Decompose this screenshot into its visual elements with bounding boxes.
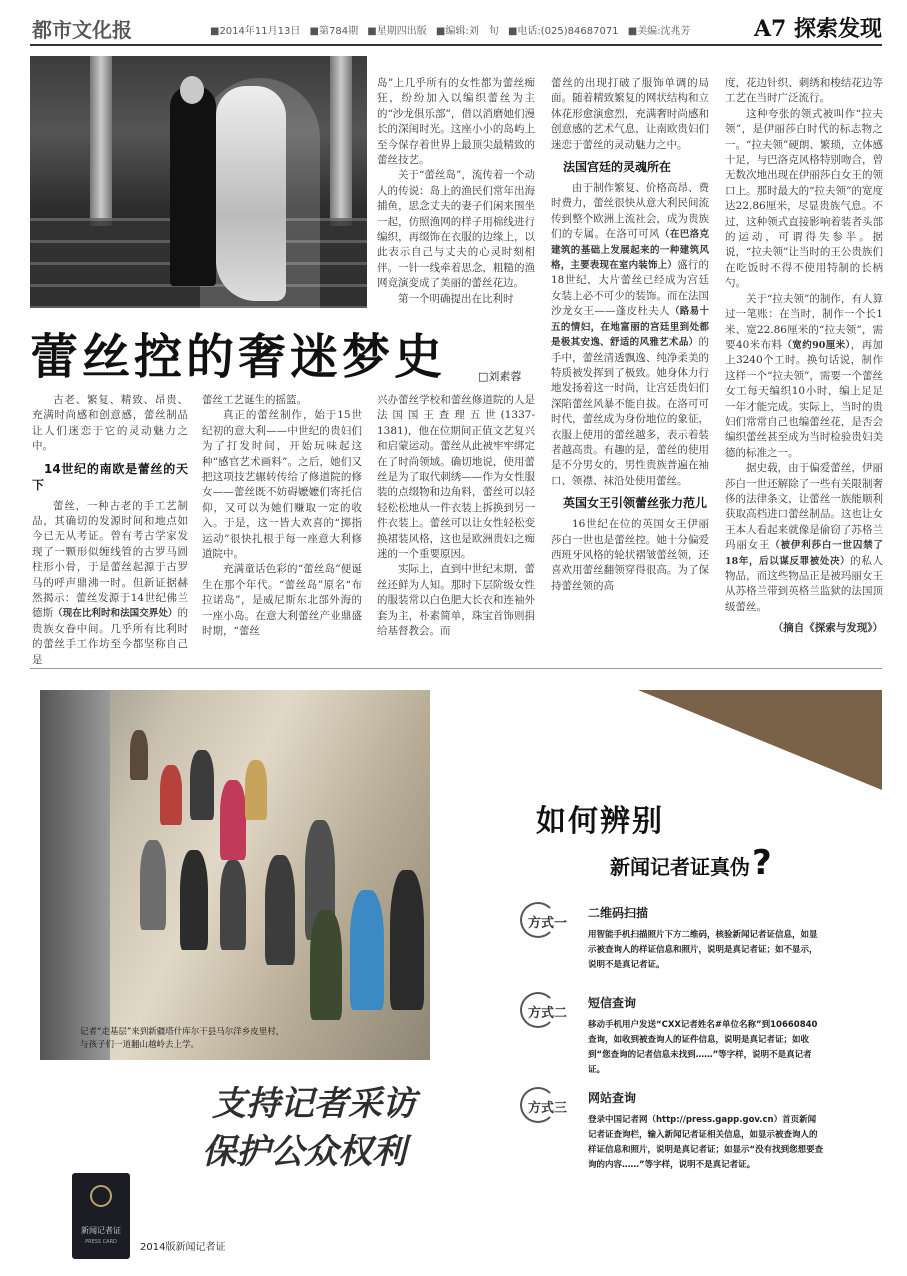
paragraph: 蕾丝工艺诞生的摇篮。 [202, 394, 307, 406]
paragraph: 度，花边针织、刺绣和梭结花边等工艺在当时广泛流行。 [725, 77, 883, 105]
method-title: 短信查询 [588, 996, 637, 1010]
slogan-line-1: 支持记者采访 [212, 1084, 416, 1124]
method-description: 用智能手机扫描照片下方二维码，核验新闻记者证信息，如显示被查询人的样证信息和照片，说明是真记者证；如不显示，说明不是真记者证。 [588, 930, 818, 970]
method-badge: 方式三 [520, 1085, 576, 1125]
issue-number: ■第784期 [309, 26, 359, 37]
article-column-4 [551, 76, 709, 594]
issue-date: ■2014年11月13日 [210, 26, 301, 37]
paragraph: 兴办蕾丝学校和蕾丝修道院的人是法国国王查理五世(1337-1381)，他在位期间正值文艺复兴和启蒙运动。蕾丝从此被牢牢绑定在了时尚领域。确切地说，使用蕾丝是为了取代刺绣——作为女性服装的点缀物和边角料，蕾丝可以轻轻松松地从一件衣装上拆换到另一件衣装上。蕾丝可以让女性轻松变换裙装风格，这也是欧洲贵妇之痴迷的一个重要原因。 [377, 394, 535, 561]
subheading: 法国宫廷的灵魂所在 [563, 160, 672, 175]
masthead [30, 8, 882, 46]
article-source: （摘自《探索与发现》） [772, 622, 883, 635]
paragraph: 蕾丝，一种古老的手工艺制品，其确切的发源时间和地点如今已无从考证。曾有考古学家发现了一颗形似缠线管的古罗马圆柱形小骨，于是蕾丝起源于古罗马的呼声鼎沸一时。但新证据赫然揭示：蕾丝发源于14世纪佛兰德斯（现在比利时和法国交界处）的贵族女眷中间。几乎所有比利时的蕾丝手工作坊至今都坚称自己是 [32, 499, 188, 666]
article-column-5 [725, 76, 883, 637]
slogan [202, 1080, 416, 1176]
article-column-2 [202, 393, 362, 640]
paragraph: 关于“拉夫领”的制作，有人算过一笔账：在当时，制作一个长1米、宽22.86厘米的“拉夫领”，需要40米布料（宽约90厘米），再加上3240个工时。换句话说，制作这样一个“拉夫领”，需要一个蕾丝女工每天编织10小时，编上足足一年才能完成。实际上，当时的贵妇们常常自己也编蕾丝花，是否会编织蕾丝甚至成为当时检验贵妇美德的标准之一。 [725, 292, 883, 459]
method-title: 二维码扫描 [588, 906, 649, 920]
method-title: 网站查询 [588, 1091, 637, 1105]
press-card-caption: 2014版新闻记者证 [140, 1242, 226, 1253]
mountain-school-photo [40, 690, 430, 1060]
photo-caption: 记者“走基层”来到新疆塔什库尔干县马尔洋乡皮里村，与孩子们一道翻山越岭去上学。 [80, 1027, 285, 1050]
method-badge: 方式二 [520, 990, 576, 1030]
decorative-wedge [638, 690, 882, 790]
issue-phone: ■电话:(025)84687071 [507, 26, 619, 37]
method-badge: 方式一 [520, 900, 576, 940]
card-title: 新闻记者证 [81, 1226, 121, 1235]
subheading: 英国女王引领蕾丝张力范儿 [563, 496, 708, 511]
royal-wedding-photo [30, 56, 367, 308]
method-description: 移动手机用户发送“CXX记者姓名#单位名称”到10660840查询，如收到被查询人的证件信息，说明是真记者证；如收到“您查询的记者信息未找到……”等字样，说明不是真记者证。 [588, 1020, 818, 1075]
paragraph: 由于制作繁复、价格高昂、费时费力，蕾丝很快从意大利民间流传到整个欧洲上流社会，成为贵族们的专属。在洛可可风（在巴洛克建筑的基础上发展起来的一种建筑风格，主要表现在室内装饰上）盛行的18世纪，大片蕾丝已经成为宫廷女装上必不可少的装饰。而在法国沙龙女王——蓬皮杜夫人（路易十五的情妇，在地富丽的宫廷里到处都是极其安逸、舒适的风雅艺术品）的手中，蕾丝清透飘逸、纯净柔美的特质被发挥到了极致。她身体力行地发扬着这一时尚，让宫廷贵妇们深陷蕾丝风暴不能自拔。在洛可可时代，蕾丝成为身份地位的象征，衣服上使用的蕾丝越多，表示着装者越高贵。有趣的是，蕾丝的使用是不分男女的，男性贵族普遍在袖口、领襟、袜沿处使用蕾丝。 [551, 182, 709, 487]
issue-meta [210, 22, 697, 37]
paragraph: 第一个明确提出在比利时 [398, 292, 514, 305]
article-column-3-bottom [377, 393, 535, 640]
paragraph: 充满童话色彩的“蕾丝岛”便诞生在那个年代。“蕾丝岛”原名“布拉诺岛”，是威尼斯东北部外海的一座小岛。在意大利蕾丝产业鼎盛时期，“蕾丝 [202, 563, 362, 638]
slogan-line-2: 保护公众权利 [202, 1132, 406, 1172]
issue-weekday: ■星期四出版 [367, 26, 427, 37]
paragraph: 实际上，直到中世纪末期，蕾丝还鲜为人知。那时下层阶级女性的服装常以白色肥大长衣和连袖外套为主，朴素简单，珠宝首饰则捐给基督教会。而 [377, 563, 535, 638]
paragraph: 关于“蕾丝岛”，流传着一个动人的传说：岛上的渔民们常年出海捕鱼，思念丈夫的妻子们闲来围坐一起，仿照渔网的样子用棉线进行编织，再缀饰在衣服的边缘上，以此表示自己与丈夫的心灵时刻相伴。一针一线牵着思念，粗糙的渔网竟演变成了美丽的蕾丝花边。 [377, 169, 535, 290]
article-byline: □刘素蓉 [478, 370, 522, 383]
card-subtitle: PRESS CARD [85, 1239, 117, 1245]
section-divider [30, 668, 882, 669]
subheading: 14世纪的南欧是蕾丝的天下 [32, 461, 188, 492]
article-column-1 [32, 393, 188, 668]
section-title: A7 探索发现 [753, 16, 882, 42]
newspaper-name: 都市文化报 [32, 18, 132, 42]
paragraph: 古老、繁复、精致、昂贵、充满时尚感和创意感，蕾丝制品让人们迷恋于它的灵动魅力之中。 [32, 394, 188, 453]
press-card-image [72, 1173, 130, 1259]
issue-designer: ■美编:沈兆芳 [627, 26, 691, 37]
method-description: 登录中国记者网（http://press.gapp.gov.cn）首页新闻记者证查询栏，输入新闻记者证相关信息，如显示被查询人的样证信息和照片，说明是真记者证；如显示“没有找到您想要查询的内容……”等字样，说明不是真记者证。 [588, 1115, 824, 1170]
paragraph: 岛”上几乎所有的女性都为蕾丝痴狂，纷纷加入以编织蕾丝为主的“沙龙俱乐部”，借以消磨她们漫长的深闺时光。这座小小的岛屿上至今保存着世界上最顶尖最精致的蕾丝技艺。 [377, 77, 535, 167]
paragraph: 真正的蕾丝制作，始于15世纪初的意大利——中世纪的贵妇们为了打发时间，开始玩味起这种“感官艺术画料”。之后，她们又把这项技艺辗转传给了修道院的修女——蕾丝既不妨碍嬷嬷们寄托信仰，又可以为她们赚取一定的收入。于是，这一皆大欢喜的“掷指运动”很快扎根于每一座意大利修道院中。 [202, 409, 362, 561]
article-column-3-top [377, 76, 535, 307]
article-headline: 蕾丝控的奢迷梦史 [30, 329, 447, 385]
ad-title-line-2: 新闻记者证真伪? [610, 843, 772, 883]
paragraph: 这种夸张的领式被叫作“拉夫领”，是伊丽莎白时代的标志物之一。“拉夫领”硬朗、繁琐，立体感十足，与巴洛克风格特别吻合，曾无数次地出现在伊丽莎白女王的领口上。那时最大的“拉夫领”的宽度达22.86厘米，尽显贵族气息。不过，这种领式直接影响着装者头部的运动，可谓得失参半。据说，“拉夫领”让当时的王公贵族们在吃饭时不得不使用特制的长柄勺。 [725, 107, 883, 290]
issue-editor: ■编辑:刘 旬 [435, 26, 499, 37]
paragraph: 据史载，由于偏爱蕾丝，伊丽莎白一世还解除了一些有关限制奢侈的法律条文，让蕾丝一族能顺利获取高档进口蕾丝制品。这也让女王本人看起来就像是偷窃了苏格兰玛丽女王（被伊利莎白一世囚禁了18年，后以谋反罪被处决）的私人物品，而这些物品正是被玛丽女王从苏格兰带到英格兰监狱的法国顶级蕾丝。 [725, 462, 883, 613]
ad-title-line-1: 如何辨别 [536, 804, 664, 839]
paragraph: 16世纪在位的英国女王伊丽莎白一世也是蕾丝控。她十分偏爱西班牙风格的轮状褶皱蕾丝领，还喜欢用蕾丝翻领穿得很高。为了保持蕾丝领的高 [551, 518, 709, 592]
national-emblem-icon [90, 1185, 112, 1207]
paragraph: 蕾丝的出现打破了服饰单调的局面。随着精致繁复的网状结构和立体花形愈演愈烈，充满奢时尚感和创意感的艺术气息，让南欧贵妇们迷恋于蕾丝的灵动魅力之中。 [551, 77, 709, 151]
